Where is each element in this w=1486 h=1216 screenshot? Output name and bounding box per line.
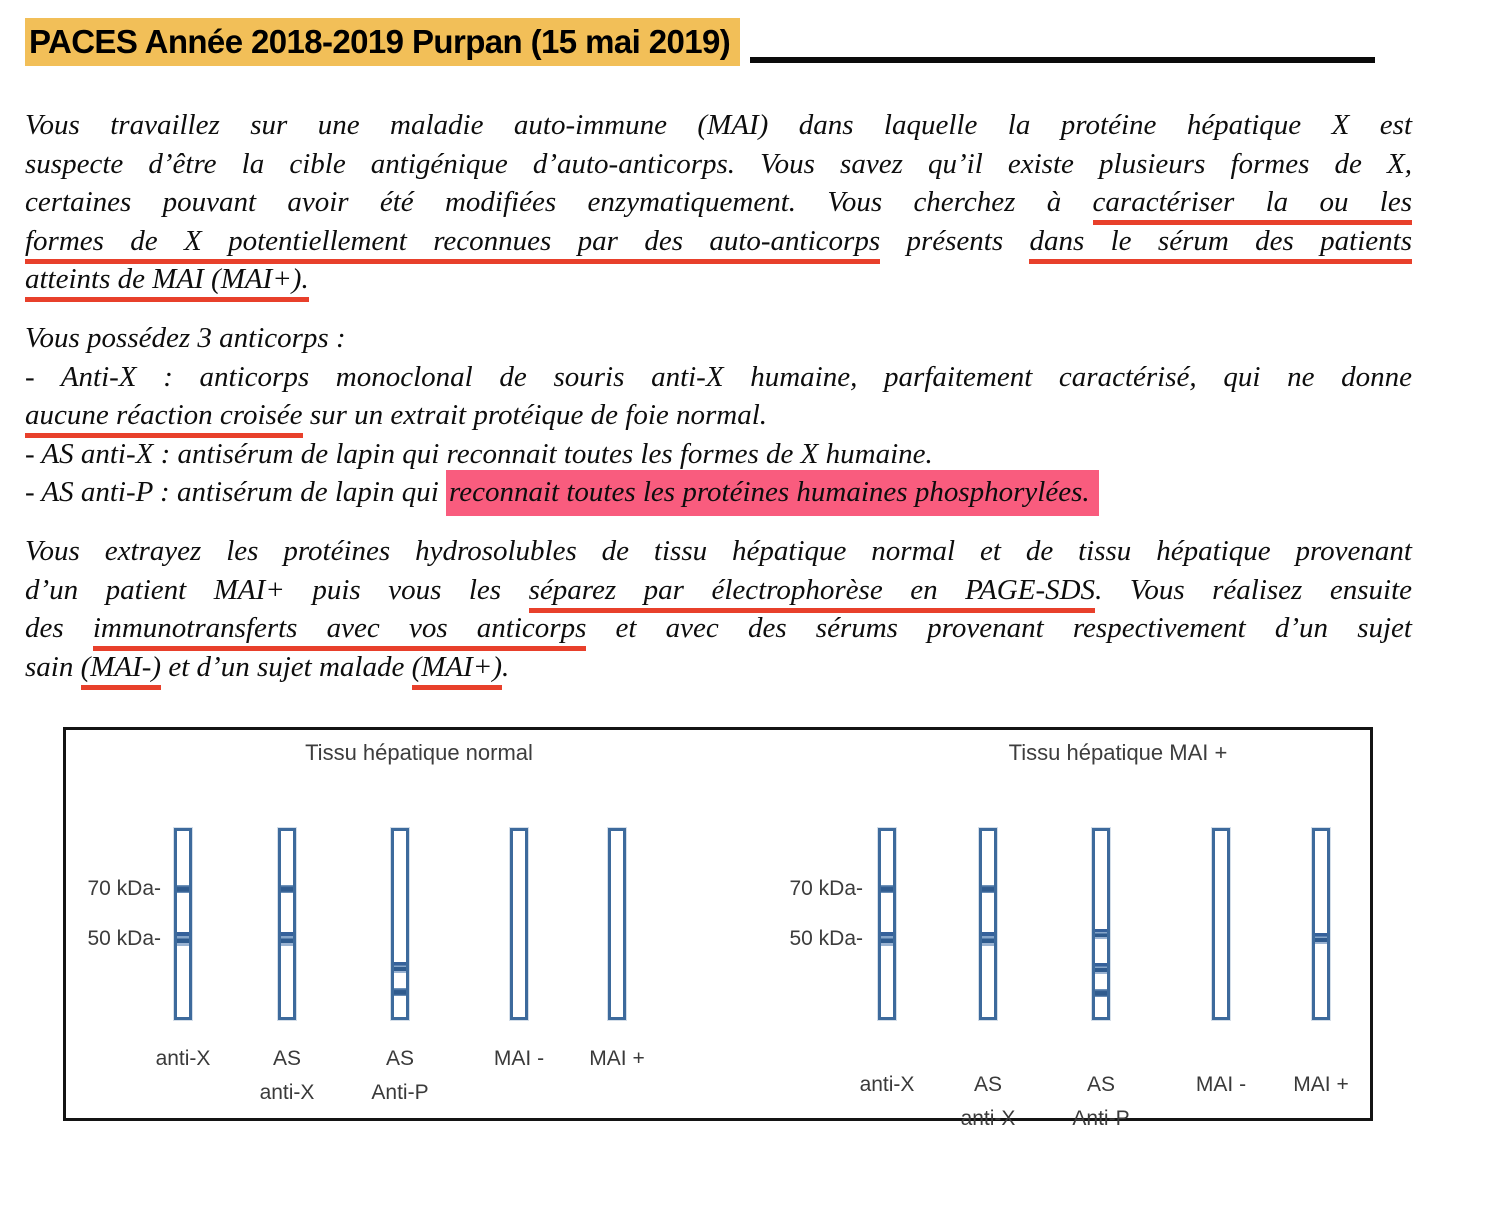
title-underline-rule — [750, 18, 1375, 63]
protein-band — [1095, 963, 1107, 974]
page-title: PACES Année 2018-2019 Purpan (15 mai 2019) — [25, 18, 740, 66]
lane-label-line: AS — [385, 1047, 414, 1070]
text-line — [25, 319, 1412, 358]
paragraph — [25, 532, 1412, 686]
lane-label-line: MAI - — [1195, 1073, 1247, 1096]
text-run: . — [502, 650, 510, 683]
text-line — [25, 435, 1412, 474]
underlined-text: dans le sérum des patients — [1029, 225, 1412, 264]
text-run: - AS anti-X : antisérum de lapin qui — [25, 437, 447, 470]
gel-lane — [979, 828, 997, 1020]
text-line — [25, 396, 1412, 435]
gel-figure — [63, 727, 1373, 1130]
protein-band — [1315, 933, 1327, 944]
lane-label — [1246, 1068, 1396, 1102]
paragraph — [25, 319, 1412, 512]
protein-band — [1095, 989, 1107, 997]
text-run: d’un patient MAI+ puis vous les — [25, 573, 529, 606]
text-line — [25, 609, 1412, 648]
text-run: Vous extrayez les protéines hydrosolubles de tissu hépatique normal et de tissu hépatique provenant — [25, 534, 1412, 567]
gel-lane — [1212, 828, 1230, 1020]
text-run: sain — [25, 650, 81, 683]
underlined-text: reconnait toutes les formes de X humaine. — [447, 438, 933, 477]
molecular-weight-marker: 50 kDa- — [789, 927, 863, 950]
protein-band — [281, 932, 293, 946]
protein-band — [1095, 929, 1107, 939]
protein-band — [281, 885, 293, 893]
lane-label-line: anti-X — [859, 1073, 915, 1096]
text-run: - AS anti-P : antisérum de lapin qui — [25, 476, 447, 509]
gel-lane — [174, 828, 192, 1020]
underlined-text: (MAI-) — [81, 651, 162, 690]
molecular-weight-marker: 70 kDa- — [87, 877, 161, 900]
text-line — [25, 358, 1412, 397]
lane-label-line: AS — [973, 1073, 1002, 1096]
underlined-text: (MAI+) — [412, 651, 502, 690]
text-run: . Vous réalisez ensuite — [1095, 573, 1412, 606]
text-run: et avec des sérums provenant respectivement d’un sujet — [586, 612, 1412, 645]
text-line — [25, 648, 1412, 687]
lane-label-line: anti-X — [155, 1047, 211, 1070]
text-line — [25, 145, 1412, 184]
text-run: certaines pouvant avoir été modifiées enzymatiquement. Vous cherchez à — [25, 186, 1093, 219]
text-run: Vous travaillez sur une maladie auto-immune (MAI) dans laquelle la protéine hépatique X est — [25, 109, 1412, 141]
paragraph — [25, 106, 1412, 299]
text-run: présents — [880, 224, 1030, 257]
body-paragraphs — [25, 106, 1412, 686]
protein-band — [881, 932, 893, 946]
molecular-weight-marker: 70 kDa- — [789, 877, 863, 900]
text-run: et d’un sujet malade — [161, 650, 412, 683]
document-body — [25, 18, 1412, 706]
text-run: - Anti-X : anticorps monoclonal de souris anti-X humaine, parfaitement caractérisé, qui ne donne — [25, 360, 1412, 393]
text-run: sur un extrait protéique de foie normal. — [302, 399, 768, 432]
underlined-text: caractériser la ou les — [1093, 186, 1412, 225]
highlighted-text: reconnait toutes les protéines humaines phosphorylées. — [446, 470, 1099, 516]
gel-lane — [278, 828, 296, 1020]
protein-band — [982, 885, 994, 893]
lane-label-line: anti-X — [960, 1107, 1016, 1130]
protein-band — [394, 962, 406, 973]
document-title-row — [25, 18, 1412, 66]
text-line — [25, 260, 1412, 299]
underlined-text: immunotransferts avec vos anticorps — [93, 612, 587, 651]
lane-label-line: AS — [1086, 1073, 1115, 1096]
gel-lane — [608, 828, 626, 1020]
gel-lane — [510, 828, 528, 1020]
text-line — [25, 473, 1412, 512]
text-line — [25, 106, 1412, 145]
protein-band — [881, 885, 893, 893]
protein-band — [177, 932, 189, 946]
underlined-text: séparez par électrophorèse en PAGE-SDS — [529, 574, 1095, 613]
text-run: Vous possédez 3 anticorps : — [25, 321, 346, 354]
gel-lane — [1312, 828, 1330, 1020]
lane-label — [542, 1042, 692, 1076]
gel-lane — [878, 828, 896, 1020]
lane-label-line: MAI + — [589, 1047, 645, 1070]
text-line — [25, 222, 1412, 261]
text-line — [25, 183, 1412, 222]
protein-band — [394, 988, 406, 996]
protein-band — [177, 885, 189, 893]
text-line — [25, 532, 1412, 571]
text-line — [25, 571, 1412, 610]
protein-band — [982, 932, 994, 946]
underlined-text: atteints de MAI (MAI+). — [25, 263, 309, 302]
gel-lane — [1092, 828, 1110, 1020]
lane-label-line: anti-X — [259, 1081, 315, 1104]
lane-label-line: AS — [272, 1047, 301, 1070]
panel-title: Tissu hépatique normal — [305, 740, 533, 765]
text-run: des — [25, 612, 93, 645]
lane-label-line: MAI - — [493, 1047, 545, 1070]
panel-title: Tissu hépatique MAI + — [1008, 740, 1228, 765]
underlined-text: formes de X potentiellement reconnues par des auto-anticorps — [25, 225, 880, 264]
molecular-weight-marker: 50 kDa- — [87, 927, 161, 950]
text-run: suspecte d’être la cible antigénique d’auto-anticorps. Vous savez qu’il existe plusieurs formes de X, — [25, 147, 1412, 180]
lane-label-line: Anti-P — [371, 1081, 429, 1104]
gel-lane — [391, 828, 409, 1020]
lane-label-line: MAI + — [1293, 1073, 1349, 1096]
lane-label-line: Anti-P — [1072, 1107, 1130, 1130]
underlined-text: aucune réaction croisée — [25, 399, 303, 438]
